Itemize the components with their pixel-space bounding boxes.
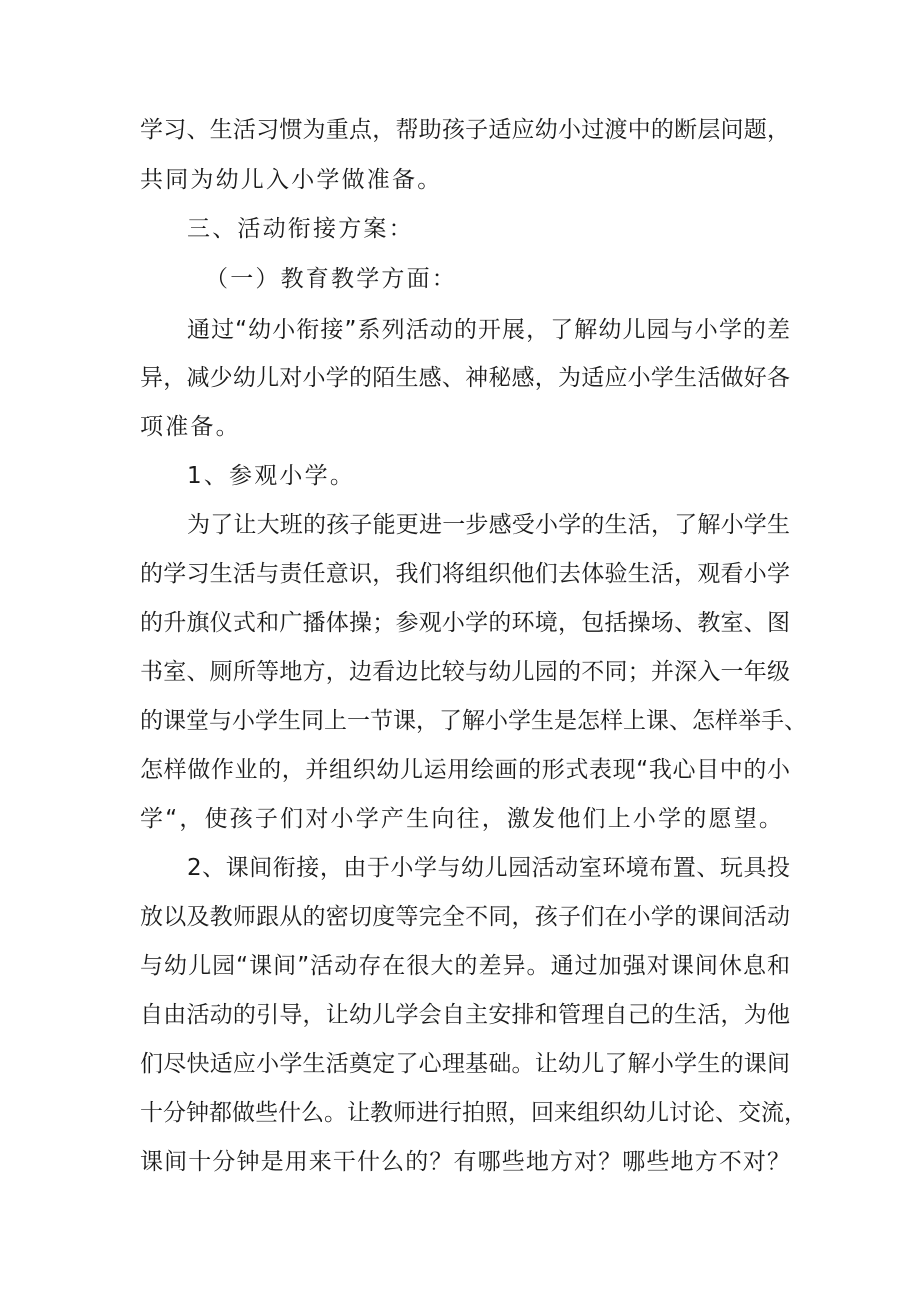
paragraph-line: 学“，使孩子们对小学产生向往，激发他们上小学的愿望。 [140,806,785,832]
paragraph-line: 自由活动的引导，让幼儿学会自主安排和管理自己的生活，为他 [140,1002,790,1028]
paragraph-line: 的升旗仪式和广播体操；参观小学的环境，包括操场、教室、图 [140,610,790,636]
paragraph-line: 2、课间衔接，由于小学与幼儿园活动室环境布置、玩具投 [187,855,790,881]
paragraph-line: 学习、生活习惯为重点，帮助孩子适应幼小过渡中的断层问题， [140,117,790,143]
paragraph-line: 书室、厕所等地方，边看边比较与幼儿园的不同；并深入一年级 [140,659,790,685]
paragraph-line: 项准备。 [140,414,241,440]
paragraph-line: 十分钟都做些什么。让教师进行拍照，回来组织幼儿讨论、交流， [140,1100,807,1126]
paragraph-line: 与幼儿园“课间”活动存在很大的差异。通过加强对课间休息和 [140,953,790,979]
paragraph-line: 的课堂与小学生同上一节课，了解小学生是怎样上课、怎样举手、 [140,708,807,734]
paragraph-line: 怎样做作业的，并组织幼儿运用绘画的形式表现“我心目中的小 [140,757,790,783]
paragraph-line: 放以及教师跟从的密切度等完全不同，孩子们在小学的课间活动 [140,904,790,930]
list-item-heading: 1、参观小学。 [187,463,356,489]
paragraph-line: 为了让大班的孩子能更进一步感受小学的生活，了解小学生 [187,512,790,538]
paragraph-line: 们尽快适应小学生活奠定了心理基础。让幼儿了解小学生的课间 [140,1051,790,1077]
paragraph-line: 课间十分钟是用来干什么的？有哪些地方对？哪些地方不对？ [140,1149,790,1175]
paragraph-line: 异，减少幼儿对小学的陌生感、神秘感，为适应小学生活做好各 [140,365,790,391]
paragraph-line: 通过“幼小衔接”系列活动的开展，了解幼儿园与小学的差 [187,317,790,343]
section-heading: 三、活动衔接方案： [187,216,414,242]
paragraph-line: 共同为幼儿入小学做准备。 [140,167,443,193]
paragraph-line: 的学习生活与责任意识，我们将组织他们去体验生活，观看小学 [140,561,790,587]
subsection-heading: （一）教育教学方面： [205,266,457,292]
